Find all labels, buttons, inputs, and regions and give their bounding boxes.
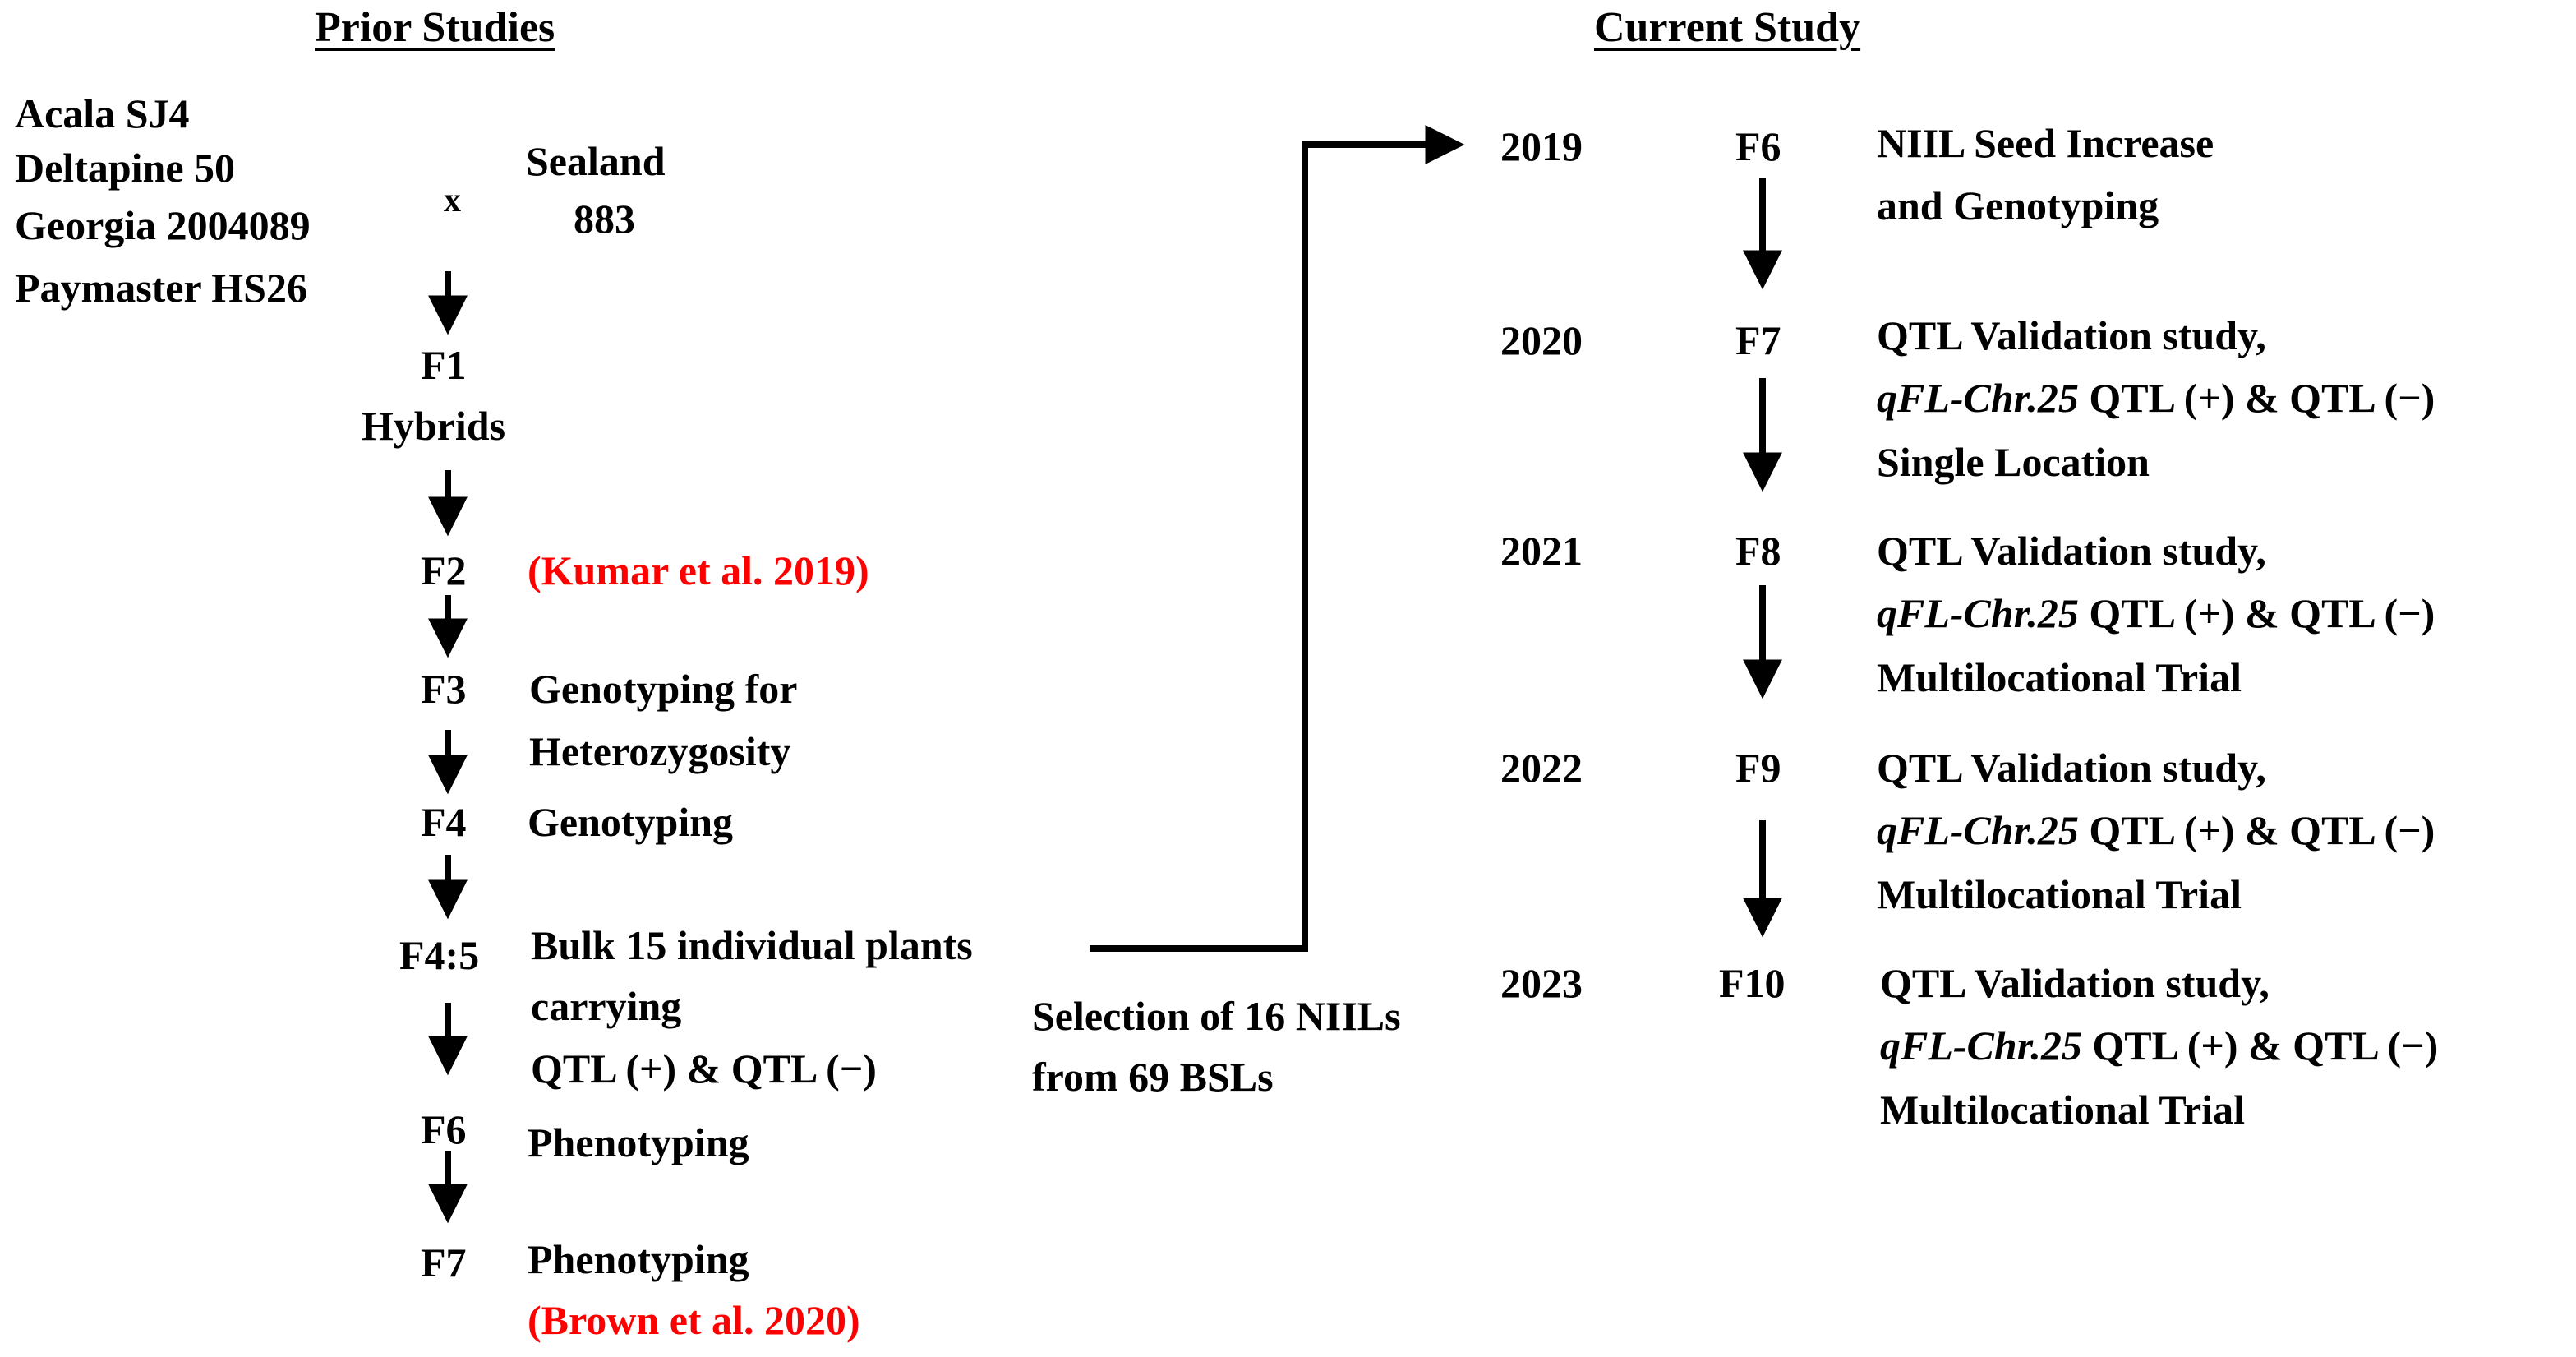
f7-desc: Phenotyping bbox=[528, 1236, 749, 1282]
row-2021-line3: Multilocational Trial bbox=[1877, 654, 2242, 700]
gen-f4-5: F4:5 bbox=[399, 932, 480, 978]
parent-sealand: Sealand bbox=[526, 138, 666, 184]
f4-desc: Genotyping bbox=[528, 799, 734, 845]
f3-desc-line1: Genotyping for bbox=[529, 666, 798, 712]
parent-acala: Acala SJ4 bbox=[15, 90, 190, 136]
row-2021-line1: QTL Validation study, bbox=[1877, 528, 2266, 574]
qtl-alleles: QTL (+) & QTL (−) bbox=[2078, 807, 2435, 853]
qtl-alleles: QTL (+) & QTL (−) bbox=[2081, 1022, 2439, 1069]
gen-f6: F6 bbox=[421, 1106, 467, 1152]
qtl-name: qFL-Chr.25 bbox=[1877, 375, 2079, 421]
qtl-name: qFL-Chr.25 bbox=[1880, 1022, 2082, 1069]
row-2023-line3: Multilocational Trial bbox=[1880, 1087, 2245, 1133]
gen-f1-hybrids: Hybrids bbox=[362, 403, 506, 449]
gen-f1: F1 bbox=[421, 342, 467, 388]
year-2022: 2022 bbox=[1500, 745, 1583, 791]
connector-to-current-study bbox=[1090, 145, 1446, 949]
parent-paymaster: Paymaster HS26 bbox=[15, 265, 307, 311]
f45-desc-line3: QTL (+) & QTL (−) bbox=[531, 1045, 877, 1092]
row-2022-line1: QTL Validation study, bbox=[1877, 745, 2266, 791]
row-2019-line1: NIIL Seed Increase bbox=[1877, 120, 2214, 166]
year-2020: 2020 bbox=[1500, 317, 1583, 363]
f6-desc: Phenotyping bbox=[528, 1119, 749, 1165]
current-study-heading: Current Study bbox=[1594, 4, 1861, 51]
row-2019-line2: and Genotyping bbox=[1877, 182, 2159, 228]
f45-desc-line1: Bulk 15 individual plants bbox=[531, 922, 973, 968]
selection-line2: from 69 BSLs bbox=[1032, 1054, 1274, 1100]
row-2020-line1: QTL Validation study, bbox=[1877, 312, 2266, 358]
qtl-name: qFL-Chr.25 bbox=[1877, 807, 2079, 853]
ref-kumar-2019: (Kumar et al. 2019) bbox=[528, 547, 869, 593]
prior-studies-heading: Prior Studies bbox=[315, 4, 555, 51]
gen-f4: F4 bbox=[421, 799, 467, 845]
parent-deltapine: Deltapine 50 bbox=[15, 145, 236, 191]
year-2019: 2019 bbox=[1500, 123, 1583, 169]
year-2021: 2021 bbox=[1500, 528, 1583, 574]
parent-sealand-883: 883 bbox=[574, 196, 635, 242]
gen-f3: F3 bbox=[421, 666, 467, 712]
gen-f7: F7 bbox=[421, 1239, 467, 1285]
f3-desc-line2: Heterozygosity bbox=[529, 728, 791, 774]
year-2023: 2023 bbox=[1500, 960, 1583, 1006]
gen-2019: F6 bbox=[1735, 123, 1781, 169]
f45-desc-line2: carrying bbox=[531, 983, 682, 1029]
row-2020-line3: Single Location bbox=[1877, 439, 2150, 485]
gen-2021: F8 bbox=[1735, 528, 1781, 574]
qtl-name: qFL-Chr.25 bbox=[1877, 590, 2079, 636]
cross-symbol: x bbox=[444, 182, 461, 219]
selection-line1: Selection of 16 NIILs bbox=[1032, 993, 1401, 1039]
parent-georgia: Georgia 2004089 bbox=[15, 202, 311, 248]
row-2022-line3: Multilocational Trial bbox=[1877, 871, 2242, 917]
qtl-alleles: QTL (+) & QTL (−) bbox=[2078, 590, 2435, 636]
row-2023-line1: QTL Validation study, bbox=[1880, 960, 2270, 1006]
ref-brown-2020: (Brown et al. 2020) bbox=[528, 1297, 860, 1343]
gen-2023: F10 bbox=[1719, 960, 1786, 1006]
gen-2020: F7 bbox=[1735, 317, 1781, 363]
qtl-alleles: QTL (+) & QTL (−) bbox=[2078, 375, 2435, 421]
gen-2022: F9 bbox=[1735, 745, 1781, 791]
gen-f2: F2 bbox=[421, 547, 467, 593]
